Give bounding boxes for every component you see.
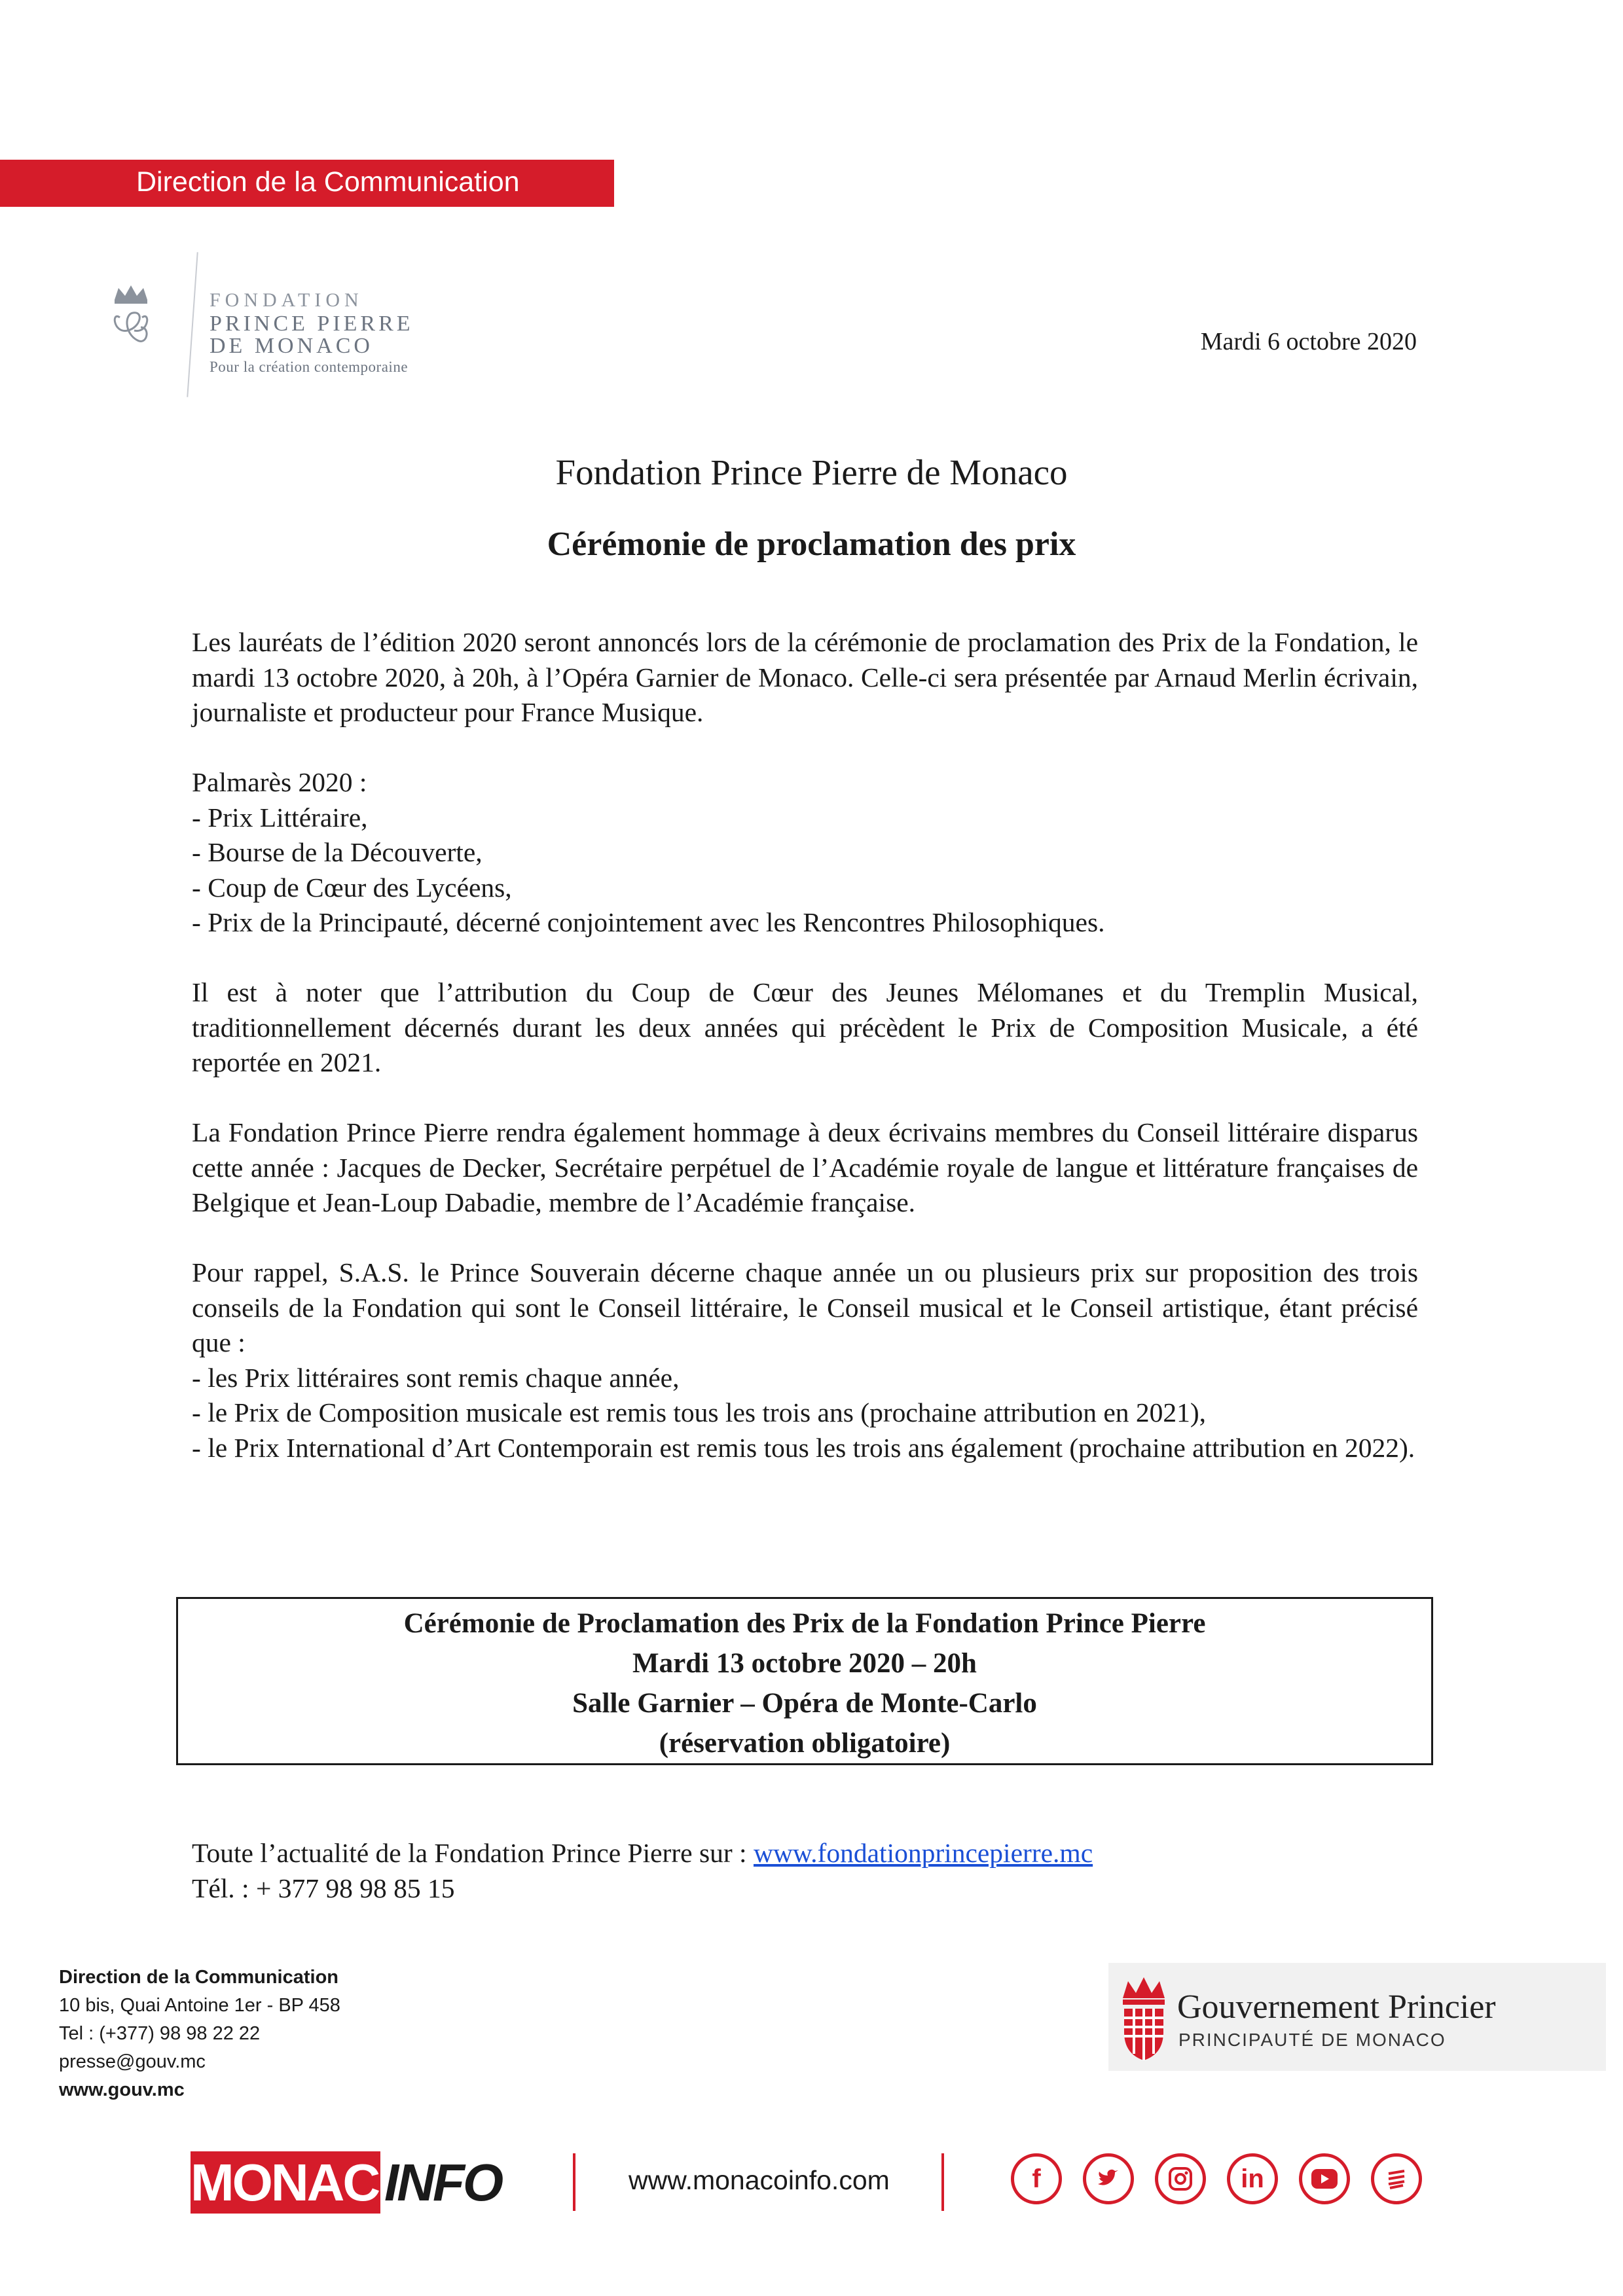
paragraph-rappel	[192, 1255, 1418, 1465]
linkedin-icon[interactable]: in	[1227, 2153, 1278, 2204]
header-rule	[0, 205, 614, 207]
contact-block	[192, 1836, 1093, 1906]
header-department-band	[0, 160, 614, 205]
principaute-name: PRINCIPAUTÉ DE MONACO	[1178, 2030, 1446, 2050]
palmares-item: - Prix de la Principauté, décerné conjointement avec les Rencontres Philosophiques.	[192, 907, 1105, 937]
footer-address-title: Direction de la Communication	[59, 1967, 338, 1988]
paragraph-intro: Les lauréats de l’édition 2020 seront annoncés lors de la cérémonie de proclamation des Prix de la Fondation, le mardi 13 octobre 2020, à 20h, à l’Opéra Garnier de Monaco. Celle-ci sera présentée par Arnaud Merlin écrivain, journaliste et producteur pour France Musique.	[192, 627, 1418, 727]
contact-line	[192, 1836, 1093, 1871]
footer-address-line: 10 bis, Quai Antoine 1er - BP 458	[59, 1995, 340, 2016]
paragraph-hommage: La Fondation Prince Pierre rendra également hommage à deux écrivains membres du Conseil littéraire disparus cette année : Jacques de Decker, Secrétaire perpétuel de l’Académie royale de langue et littérature françaises de Belgique et Jean-Loup Dabadie, membre de l’Académie française.	[192, 1117, 1418, 1217]
fondation-website-link[interactable]: www.fondationprincepierre.mc	[753, 1838, 1093, 1868]
rss-icon[interactable]	[1371, 2153, 1422, 2204]
instagram-glyph-icon	[1167, 2166, 1194, 2192]
footer-separator	[941, 2153, 944, 2211]
logo-tagline: Pour la création contemporaine	[210, 359, 409, 375]
youtube-glyph-icon	[1310, 2168, 1339, 2190]
event-reservation: (réservation obligatoire)	[659, 1728, 951, 1759]
paragraph-note: Il est à noter que l’attribution du Coup de Cœur des Jeunes Mélomanes et du Tremplin Musical, traditionnellement décernés durant les deux années qui précèdent le Prix de Composition Musicale, a été reportée en 2021.	[192, 977, 1418, 1077]
twitter-bird-icon	[1095, 2166, 1122, 2192]
gouvernement-name: Gouvernement Princier	[1177, 1988, 1496, 2026]
youtube-icon[interactable]	[1299, 2153, 1350, 2204]
rappel-item: - le Prix International d’Art Contemporain est remis tous les trois ans également (prochaine attribution en 2022).	[192, 1432, 1415, 1463]
rappel-item: - le Prix de Composition musicale est remis tous les trois ans (prochaine attribution en 2021),	[192, 1397, 1207, 1427]
footer-separator	[573, 2153, 575, 2211]
monaco-info-url[interactable]: www.monacoinfo.com	[629, 2165, 890, 2195]
fondation-logo	[108, 249, 422, 399]
rappel-intro: Pour rappel, S.A.S. le Prince Souverain décerne chaque année un ou plusieurs prix sur proposition des trois conseils de la Fondation qui sont le Conseil littéraire, le Conseil musical et le Conseil artistique, étant précisé que :	[192, 1257, 1418, 1357]
palmares-item: - Prix Littéraire,	[192, 802, 368, 833]
palmares-item: - Coup de Cœur des Lycéens,	[192, 872, 512, 903]
palmares-heading: Palmarès 2020 :	[192, 767, 367, 797]
palmares-item: - Bourse de la Découverte,	[192, 837, 483, 867]
event-venue: Salle Garnier – Opéra de Monte-Carlo	[572, 1688, 1037, 1719]
contact-intro: Toute l’actualité de la Fondation Prince Pierre sur :	[192, 1838, 754, 1868]
body-text	[192, 625, 1418, 1501]
monaco-info-logo[interactable]	[191, 2151, 502, 2214]
document-date: Mardi 6 octobre 2020	[1200, 328, 1417, 355]
rappel-item: - les Prix littéraires sont remis chaque année,	[192, 1362, 680, 1393]
header-department-label: Direction de la Communication	[136, 166, 520, 198]
event-date: Mardi 13 octobre 2020 – 20h	[632, 1648, 977, 1679]
rss-glyph-icon	[1383, 2166, 1410, 2192]
twitter-icon[interactable]	[1083, 2153, 1134, 2204]
monaco-info-left: MONACO	[191, 2151, 380, 2214]
palmares-block	[192, 765, 1418, 941]
document-subtitle: Cérémonie de proclamation des prix	[547, 526, 1076, 563]
logo-line-prince-pierre: PRINCE PIERRE	[210, 312, 414, 336]
footer-email[interactable]: presse@gouv.mc	[59, 2051, 206, 2072]
event-box	[176, 1597, 1433, 1765]
logo-divider	[187, 252, 198, 397]
footer-phone: Tel : (+377) 98 98 22 22	[59, 2023, 261, 2044]
event-title: Cérémonie de Proclamation des Prix de la Fondation Prince Pierre	[403, 1608, 1206, 1639]
monaco-info-right: INFO	[384, 2153, 502, 2212]
footer-address	[59, 1964, 340, 2104]
facebook-icon[interactable]: f	[1011, 2153, 1062, 2204]
gouvernement-logo	[1108, 1963, 1606, 2071]
contact-phone: Tél. : + 377 98 98 85 15	[192, 1873, 455, 1903]
document-title: Fondation Prince Pierre de Monaco	[555, 452, 1068, 492]
logo-line-fondation: FONDATION	[210, 289, 363, 311]
logo-line-de-monaco: DE MONACO	[210, 334, 373, 358]
footer-website[interactable]: www.gouv.mc	[59, 2079, 185, 2100]
crown-monogram-icon	[108, 281, 154, 353]
instagram-icon[interactable]	[1155, 2153, 1206, 2204]
monaco-crown-icon	[1118, 1972, 1170, 2064]
